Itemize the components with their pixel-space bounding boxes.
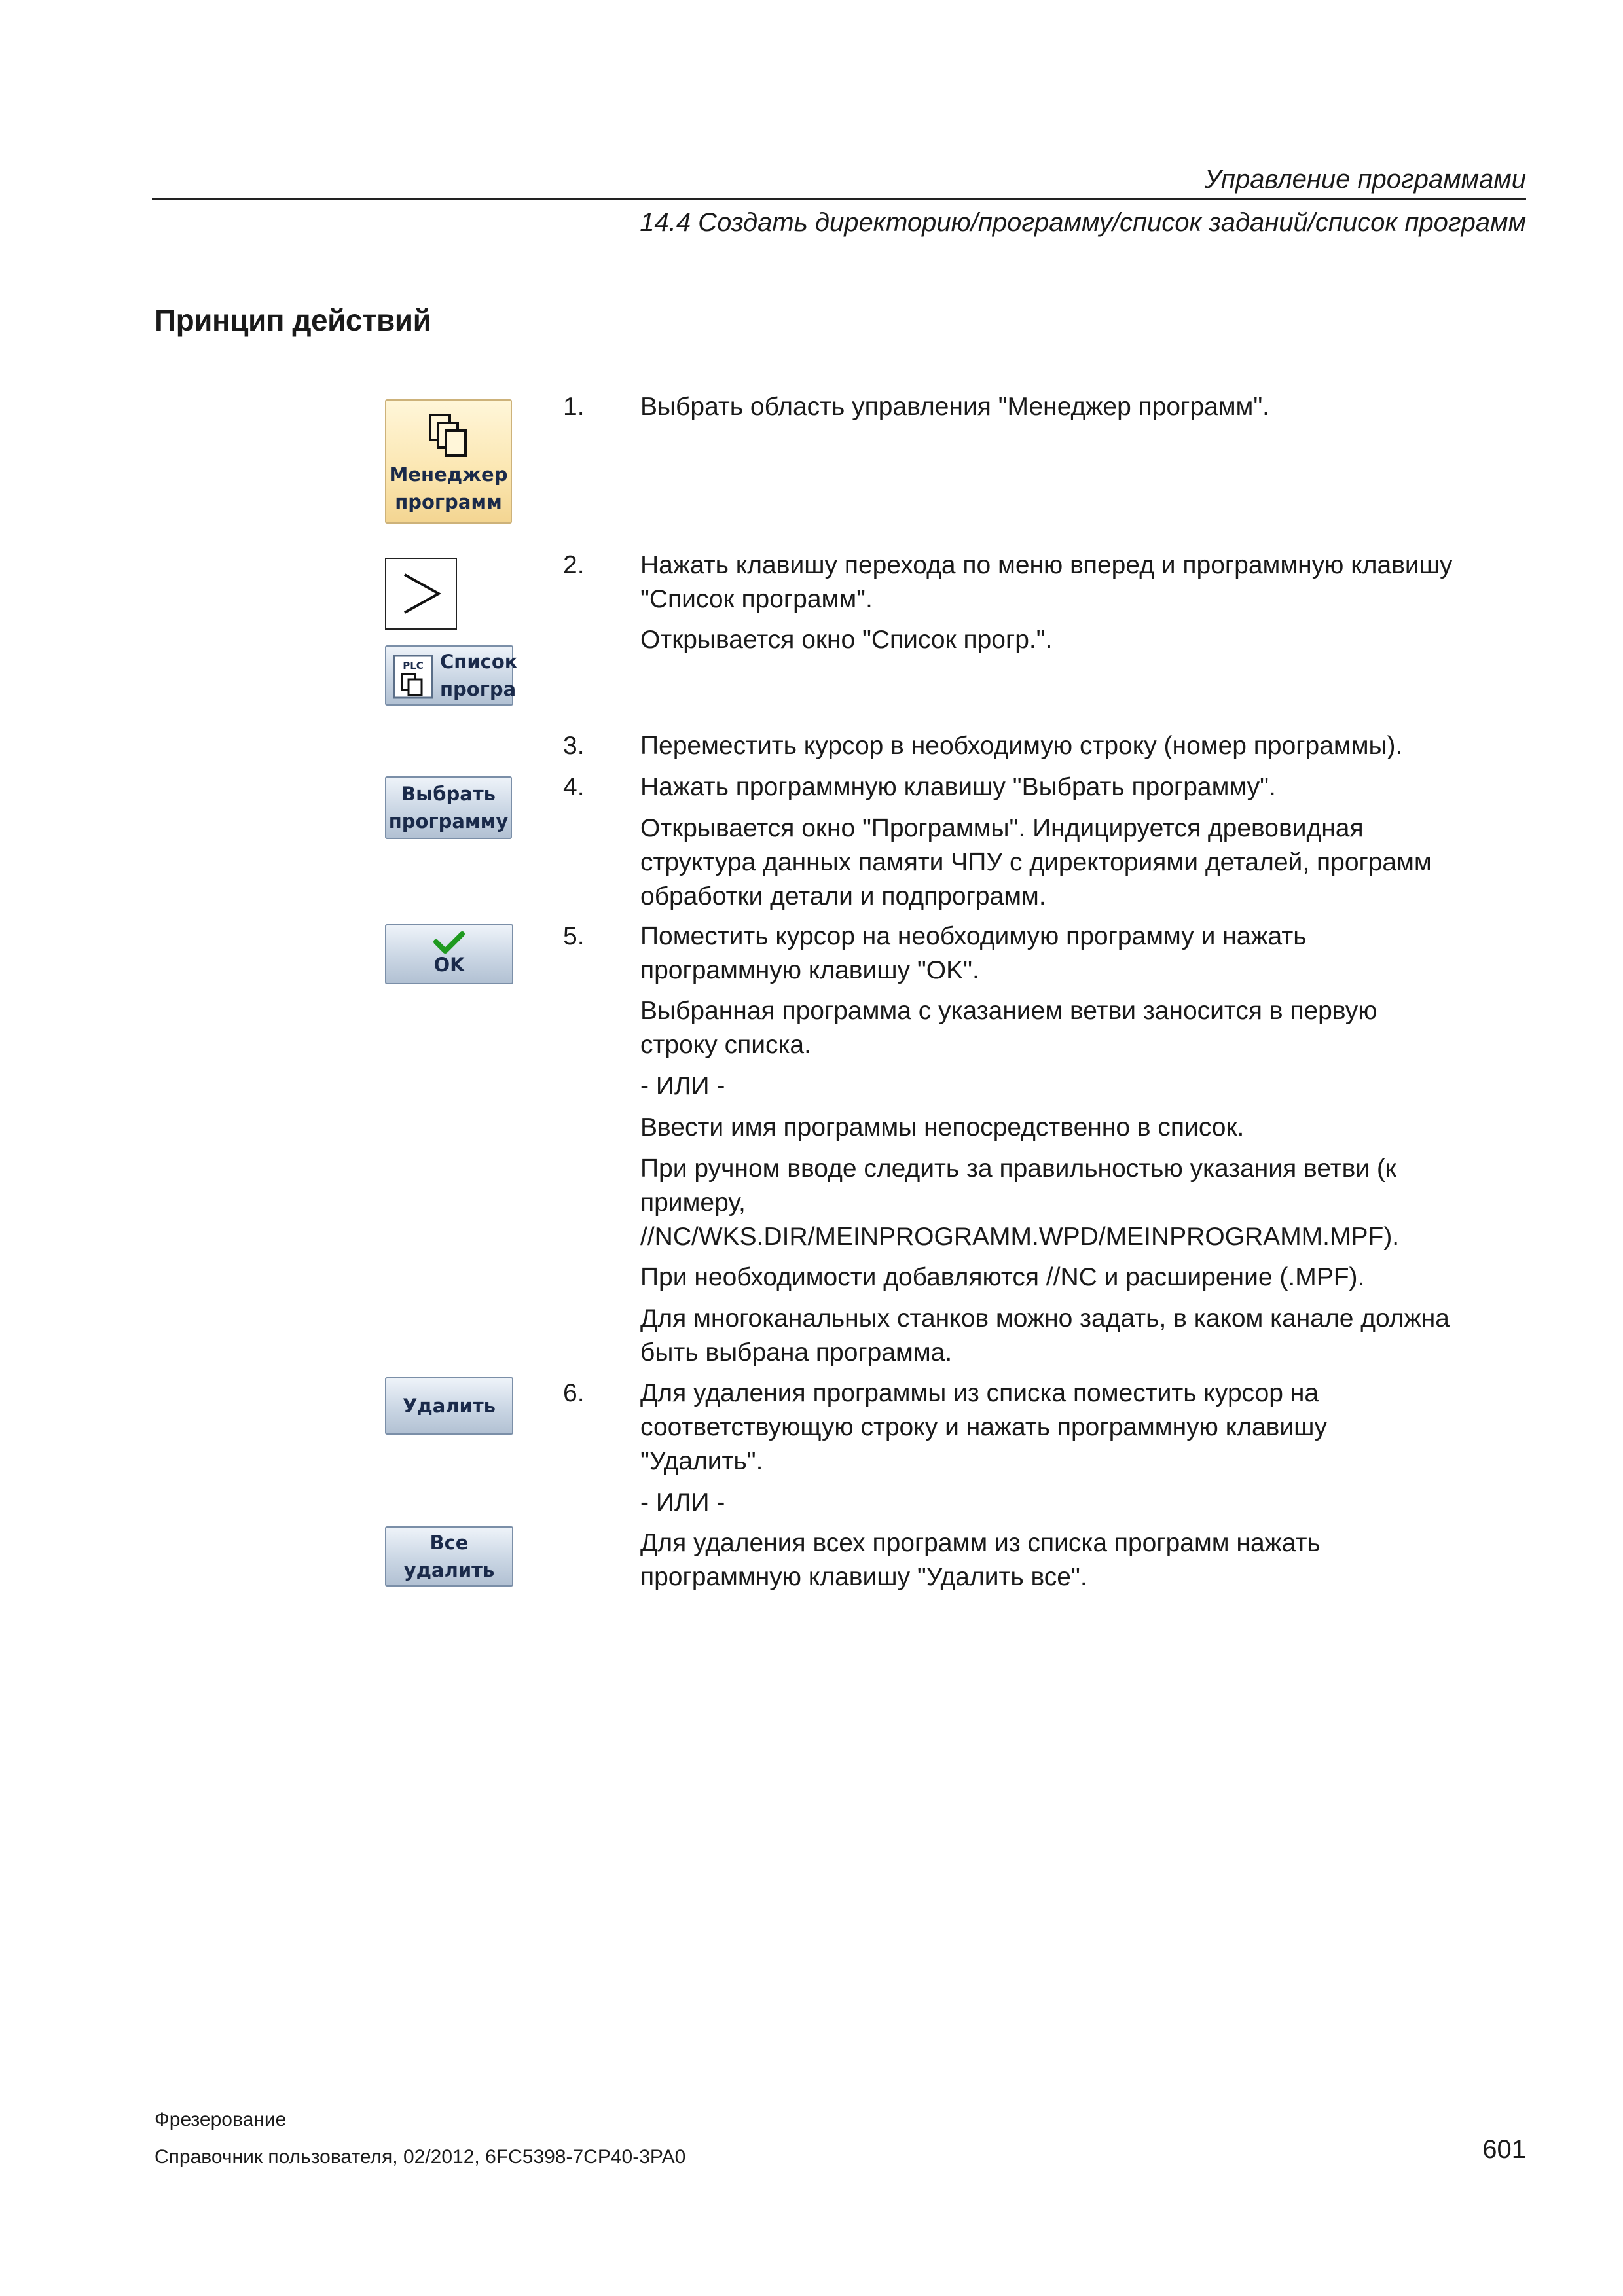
step-text: Для удаления программы из списка поместить курсор на <box>640 1379 1319 1407</box>
step-text: Нажать программную клавишу "Выбрать программу". <box>640 773 1276 801</box>
delete-softkey <box>385 1377 513 1435</box>
delete-all-label-1: Все <box>429 1532 469 1554</box>
header-divider <box>152 198 1526 200</box>
checkmark-icon <box>432 930 466 954</box>
step-text: Переместить курсор в необходимую строку (номер программы). <box>640 732 1403 760</box>
footer-manual-info: Справочник пользователя, 02/2012, 6FC5398-7CP40-3PA0 <box>155 2146 686 2168</box>
step-text: "Список программ". <box>640 585 873 613</box>
step-number: 5. <box>563 922 585 950</box>
select-program-label-2: программу <box>388 810 509 833</box>
step-number: 1. <box>563 393 585 421</box>
program-manager-softkey <box>385 399 512 524</box>
section-heading: 14.4 Создать директорию/программу/список заданий/список программ <box>640 208 1526 237</box>
delete-label: Удалить <box>402 1395 496 1417</box>
step-text: При необходимости добавляются //NC и расширение (.MPF). <box>640 1263 1365 1291</box>
select-program-softkey <box>385 776 512 839</box>
page-number: 601 <box>1482 2135 1526 2164</box>
step-number: 3. <box>563 732 585 760</box>
step-number: 2. <box>563 551 585 579</box>
step-text: Для многоканальных станков можно задать, в каком канале должна <box>640 1304 1450 1333</box>
program-list-label-1: Список <box>440 651 518 673</box>
step-text: программную клавишу "OK". <box>640 956 979 984</box>
program-manager-label-2: программ <box>395 491 502 513</box>
step-text: программную клавишу "Удалить все". <box>640 1563 1087 1591</box>
path-example: //NC/WKS.DIR/MEINPROGRAMM.WPD/MEINPROGRAMM.MPF). <box>640 1223 1400 1251</box>
ok-softkey <box>385 924 513 984</box>
or-separator: - ИЛИ - <box>640 1072 725 1100</box>
step-result: Открывается окно "Программы". Индицируется древовидная <box>640 814 1364 842</box>
select-program-label-1: Выбрать <box>401 783 496 805</box>
step-text: Поместить курсор на необходимую программу и нажать <box>640 922 1307 950</box>
chapter-title: Управление программами <box>1204 165 1526 194</box>
step-text: соответствующую строку и нажать программную клавишу <box>640 1413 1327 1441</box>
plc-badge-text: PLC <box>403 660 424 672</box>
step-result: Выбранная программа с указанием ветви заносится в первую <box>640 997 1377 1025</box>
step-result: строку списка. <box>640 1031 811 1059</box>
program-manager-icon <box>426 412 473 459</box>
step-result: обработки детали и подпрограмм. <box>640 882 1046 910</box>
menu-forward-key <box>385 558 457 630</box>
step-text: быть выбрана программа. <box>640 1338 953 1367</box>
step-text: При ручном вводе следить за правильностью указания ветви (к <box>640 1155 1396 1183</box>
program-list-label-2: програ <box>440 678 517 700</box>
step-text: Нажать клавишу перехода по меню вперед и программную клавишу <box>640 551 1453 579</box>
step-number: 6. <box>563 1379 585 1407</box>
step-text: Выбрать область управления "Менеджер программ". <box>640 393 1270 421</box>
plc-list-icon <box>393 655 433 699</box>
step-text: Для удаления всех программ из списка программ нажать <box>640 1529 1321 1557</box>
step-number: 4. <box>563 773 585 801</box>
step-text: Ввести имя программы непосредственно в список. <box>640 1113 1245 1141</box>
section-title: Принцип действий <box>155 303 431 337</box>
chevron-right-icon <box>386 559 456 628</box>
step-result: структура данных памяти ЧПУ с директориями деталей, программ <box>640 848 1432 876</box>
footer-product: Фрезерование <box>155 2109 287 2130</box>
step-text: примеру, <box>640 1189 746 1217</box>
delete-all-label-2: удалить <box>403 1559 495 1581</box>
program-manager-label-1: Менеджер <box>389 463 508 486</box>
program-list-softkey <box>385 645 518 706</box>
step-result: Открывается окно "Список прогр.". <box>640 626 1053 654</box>
step-text: "Удалить". <box>640 1447 763 1475</box>
or-separator: - ИЛИ - <box>640 1488 725 1516</box>
ok-label: OK <box>433 954 465 976</box>
delete-all-softkey <box>385 1526 513 1587</box>
